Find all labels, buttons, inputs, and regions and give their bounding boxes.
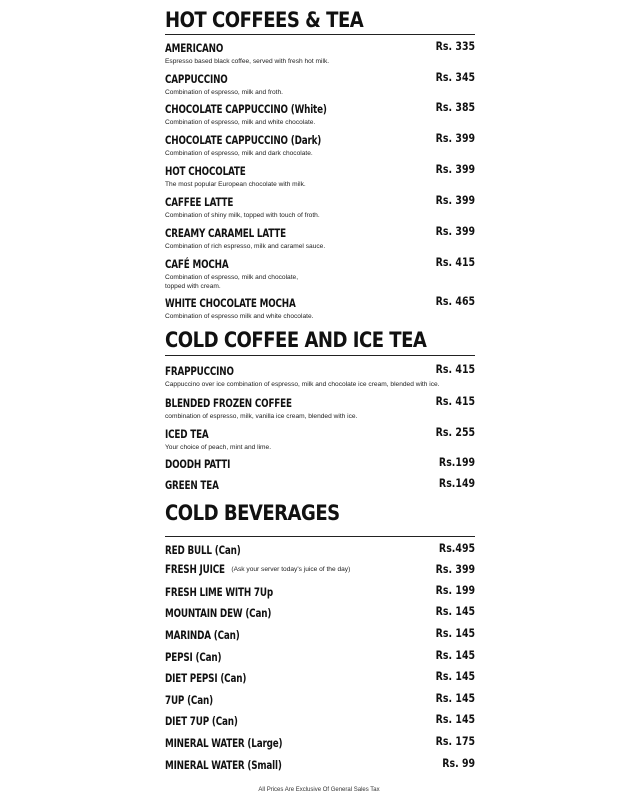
divider xyxy=(165,355,475,356)
item-name: FRESH JUICE xyxy=(165,562,225,576)
item-description: Combination of shiny milk, topped with touch of froth. xyxy=(165,212,320,219)
section-hot-coffees xyxy=(165,8,475,35)
divider xyxy=(165,536,475,537)
menu-item xyxy=(165,224,475,251)
menu-item xyxy=(165,193,475,220)
menu-item xyxy=(165,131,475,158)
item-name: CHOCOLATE CAPPUCCINO (White) xyxy=(165,102,327,116)
item-name: FRAPPUCCINO xyxy=(165,364,234,378)
item-description: Combination of rich espresso, milk and caramel sauce. xyxy=(165,243,326,250)
item-name: CAFÉ MOCHA xyxy=(165,257,229,271)
item-name: WHITE CHOCOLATE MOCHA xyxy=(165,296,296,310)
item-name: RED BULL (Can) xyxy=(165,543,241,557)
menu-item xyxy=(165,455,475,473)
menu-item xyxy=(165,604,475,622)
item-price: Rs. 145 xyxy=(435,648,475,662)
menu-item xyxy=(165,648,475,666)
item-description: The most popular European chocolate with milk. xyxy=(165,181,306,188)
item-price: Rs. 415 xyxy=(435,362,475,376)
item-name: AMERICANO xyxy=(165,41,224,55)
item-name: CAPPUCCINO xyxy=(165,72,228,86)
item-price: Rs. 145 xyxy=(435,691,475,705)
item-price: Rs. 399 xyxy=(435,224,475,238)
menu-item xyxy=(165,476,475,494)
section-title: COLD BEVERAGES xyxy=(165,501,340,525)
section-cold-coffee xyxy=(165,328,475,356)
item-price: Rs. 345 xyxy=(435,70,475,84)
section-cold-beverages xyxy=(165,501,475,537)
item-price: Rs. 385 xyxy=(435,100,475,114)
divider xyxy=(165,34,475,35)
item-price: Rs. 399 xyxy=(435,131,475,145)
menu-item xyxy=(165,669,475,687)
section-title: COLD COFFEE AND ICE TEA xyxy=(165,328,427,352)
item-description: Combination of espresso, milk and froth. xyxy=(165,89,284,96)
menu-item xyxy=(165,100,475,127)
menu-item xyxy=(165,425,475,452)
menu-item xyxy=(165,734,475,752)
item-price: Rs. 465 xyxy=(435,294,475,308)
item-price: Rs. 145 xyxy=(435,712,475,726)
menu-item xyxy=(165,626,475,644)
menu-item xyxy=(165,70,475,97)
item-name: GREEN TEA xyxy=(165,478,219,492)
item-name: BLENDED FROZEN COFFEE xyxy=(165,396,292,410)
item-name: MOUNTAIN DEW (Can) xyxy=(165,606,272,620)
item-price: Rs. 99 xyxy=(442,756,475,770)
menu-item xyxy=(165,541,475,559)
item-price: Rs.495 xyxy=(438,541,475,555)
item-description: Your choice of peach, mint and lime. xyxy=(165,444,272,451)
tax-footer-note: All Prices Are Exclusive Of General Sales Tax xyxy=(258,787,380,793)
section-title: HOT COFFEES & TEA xyxy=(165,8,364,32)
item-price: Rs. 145 xyxy=(435,604,475,618)
item-name: ICED TEA xyxy=(165,427,209,441)
item-price: Rs. 145 xyxy=(435,669,475,683)
item-price: Rs. 415 xyxy=(435,255,475,269)
item-price: Rs. 399 xyxy=(435,193,475,207)
item-price: Rs. 145 xyxy=(435,626,475,640)
item-name: FRESH LIME WITH 7Up xyxy=(165,585,273,599)
item-price: Rs. 415 xyxy=(435,394,475,408)
item-price: Rs. 399 xyxy=(435,162,475,176)
item-price: Rs. 199 xyxy=(435,583,475,597)
item-name: DOODH PATTI xyxy=(165,457,231,471)
menu-item xyxy=(165,362,475,389)
item-description: topped with cream. xyxy=(165,283,221,290)
item-description: Combination of espresso, milk and dark chocolate. xyxy=(165,150,313,157)
item-price: Rs. 255 xyxy=(435,425,475,439)
item-name: DIET PEPSI (Can) xyxy=(165,671,247,685)
menu-item xyxy=(165,562,475,576)
item-name: MINERAL WATER (Large) xyxy=(165,736,283,750)
menu-item xyxy=(165,162,475,189)
item-description: Combination of espresso milk and white chocolate. xyxy=(165,313,314,320)
item-name: MINERAL WATER (Small) xyxy=(165,758,282,772)
item-price: Rs. 175 xyxy=(435,734,475,748)
item-name: HOT CHOCOLATE xyxy=(165,164,246,178)
item-price: Rs.199 xyxy=(438,455,475,469)
menu-item xyxy=(165,756,475,774)
item-description: Cappuccino over ice combination of espresso, milk and chocolate ice cream, blended with ice. xyxy=(165,381,440,388)
menu-item xyxy=(165,394,475,421)
item-description: Espresso based black coffee, served with fresh hot milk. xyxy=(165,58,330,65)
item-description: Combination of espresso, milk and chocolate, xyxy=(165,274,299,281)
item-name: DIET 7UP (Can) xyxy=(165,714,238,728)
item-note: (Ask your server today's juice of the day) xyxy=(231,565,351,573)
menu-item xyxy=(165,583,475,601)
item-name: CREAMY CARAMEL LATTE xyxy=(165,226,286,240)
menu-item xyxy=(165,255,475,291)
menu-item xyxy=(165,294,475,321)
item-name: MARINDA (Can) xyxy=(165,628,240,642)
item-description: combination of espresso, milk, vanilla ice cream, blended with ice. xyxy=(165,413,358,420)
item-name: PEPSI (Can) xyxy=(165,650,222,664)
menu-item xyxy=(165,691,475,709)
item-name: CHOCOLATE CAPPUCCINO (Dark) xyxy=(165,133,322,147)
item-price: Rs. 335 xyxy=(435,39,475,53)
item-name: CAFFEE LATTE xyxy=(165,195,234,209)
item-name: 7UP (Can) xyxy=(165,693,213,707)
item-price: Rs. 399 xyxy=(435,562,475,576)
item-price: Rs.149 xyxy=(438,476,475,490)
menu-item xyxy=(165,39,475,66)
menu-item xyxy=(165,712,475,730)
item-description: Combination of espresso, milk and white chocolate. xyxy=(165,119,316,126)
